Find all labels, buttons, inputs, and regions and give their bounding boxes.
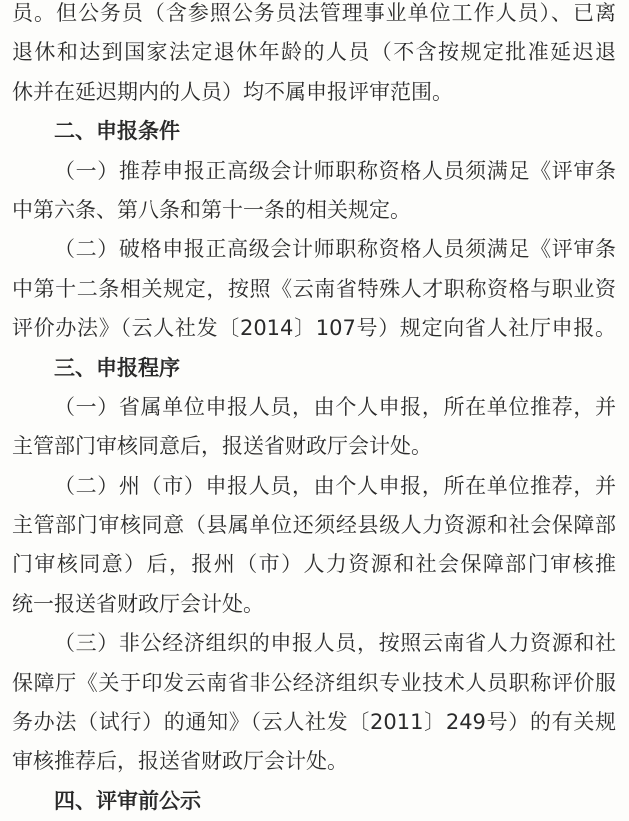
section-heading: 三、申报程序 — [54, 355, 180, 380]
text-line: 中第六条、第八条和第十一条的相关规定。 — [12, 197, 411, 222]
text-line: 中第十二条相关规定，按照《云南省特殊人才职称资格与职业资 — [12, 276, 616, 301]
text-line: （二）州（市）申报人员，由个人申报，所在单位推荐，并 — [54, 473, 616, 498]
section-heading: 四、评审前公示 — [54, 788, 201, 813]
text-line: 统一报送省财政厅会计处。 — [12, 591, 264, 616]
document-page — [12, 0, 616, 821]
text-line: （一）推荐申报正高级会计师职称资格人员须满足《评审条 — [54, 158, 616, 183]
text-line: 评价办法》（云人社发〔2014〕107号）规定向省人社厅申报。 — [12, 316, 616, 341]
text-line: 休并在延迟期内的人员）均不属申报评审范围。 — [12, 79, 453, 104]
text-line: 主管部门审核同意后，报送省财政厅会计处。 — [12, 434, 432, 459]
text-line: 审核推荐后，报送省财政厅会计处。 — [12, 749, 348, 774]
text-line: 退休和达到国家法定退休年龄的人员（不含按规定批准延迟退 — [12, 40, 616, 65]
text-line: （一）省属单位申报人员，由个人申报，所在单位推荐，并 — [54, 394, 616, 419]
text-line: 务办法（试行）的通知》（云人社发〔2011〕249号）的有关规 — [12, 710, 616, 735]
text-line: （三）非公经济组织的申报人员，按照云南省人力资源和社 — [54, 631, 616, 656]
text-line: 门审核同意）后，报州（市）人力资源和社会保障部门审核推 — [12, 552, 616, 577]
text-line: 保障厅《关于印发云南省非公经济组织专业技术人员职称评价服 — [12, 670, 616, 695]
text-line: 主管部门审核同意（县属单位还须经县级人力资源和社会保障部 — [12, 513, 616, 538]
text-line: 员。但公务员（含参照公务员法管理事业单位工作人员）、已离 — [12, 1, 616, 25]
text-line: （二）破格申报正高级会计师职称资格人员须满足《评审条 — [54, 237, 616, 262]
section-heading: 二、申报条件 — [54, 119, 180, 144]
